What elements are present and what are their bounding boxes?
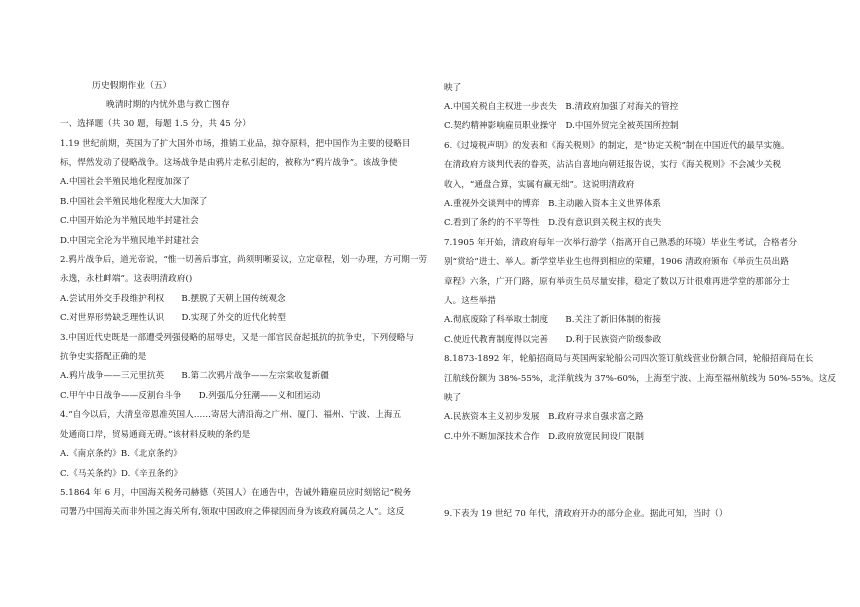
question-line: 4.“自今以后，大清皇帝恩准英国人……寄居大清沿海之广州、厦门、福州、宁波、上海五 [60,410,402,420]
question-line: 司署乃中国海关而非外国之海关所有,领取中国政府之俸禄因而身为该政府属员之人”。这反 [60,507,405,517]
option-line: C.中国开始沦为半殖民地半封建社会 [60,216,199,226]
question-line: 6.《过境税声明》的发表和《海关税则》的制定，是“协定关税”制在中国近代的最早实施。 [444,141,790,151]
option-line: C.中外不断加深技术合作 D.政府放宽民间设厂限制 [444,432,645,442]
option-line: C.看到了条约的不平等性 D.没有意识到关税主权的丧失 [444,218,662,228]
option-line: A.彻底废除了科举取士制度 B.关注了新旧体制的衔接 [444,315,661,325]
question-line: 标，悍然发动了侵略战争。这场战争是由鸦片走私引起的，被称为“鸦片战争”。该战争使 [60,158,398,168]
option-line: A.鸦片战争——三元里抗英 B.第二次鸦片战争——左宗棠收复新疆 [60,371,329,381]
question-line: 江航线份额为 38%-55%，北洋航线为 37%-60%，上海至宁波、上海至福州航线为 50%-55%。这反 [444,374,837,384]
option-line: B.中国社会半殖民地化程度大大加深了 [60,197,208,207]
option-line: C.契约精神影响雇员职业操守 D.中国外贸完全被英国所控制 [444,121,679,131]
question-line: 永逸，永杜衅端”。这表明清政府() [60,274,193,284]
option-line: A.尝试用外交手段维护利权 B.摆脱了天朝上国传统观念 [60,294,286,304]
question-line: 映了 [444,83,462,93]
question-line: 人。这些举措 [444,296,496,306]
option-line: C.《马关条约》D.《辛丑条约》 [60,469,183,479]
question-line: 2.鸦片战争后，道光帝说，“惟一切善后事宜，尚须明晰妥议，立定章程，划一办理，方可期一劳 [60,255,428,265]
option-line: C.对世界形势缺乏理性认识 D.实现了外交的近代化转型 [60,313,286,323]
question-line: 抗争史实搭配正确的是 [60,352,147,362]
question-line: 收入，“通盘合算，实属有赢无绌”。这说明清政府 [444,180,635,190]
worksheet-subtitle: 晚清时期的内忧外患与救亡图存 [106,100,230,110]
worksheet-title: 历史假期作业（五） [92,81,172,91]
question-line: 章程》六条，广开门路，原有举贡生员尽量安排，稳定了数以万计很难再进学堂的那部分士 [444,277,790,287]
option-line: A.民族资本主义初步发展 B.政府寻求自强求富之路 [444,412,644,422]
option-line: A.《南京条约》B.《北京条约》 [60,449,182,459]
option-line: A.中国关税自主权进一步丧失 B.清政府加强了对海关的管控 [444,102,679,112]
question-line: 在清政府方谈判代表的眷英，沾沾自喜地向朝廷报告说，实行《海关税则》不会减少关税 [444,160,782,170]
question-line: 别“赏给”进士、举人。新学堂毕业生也得到相应的荣耀，1906 清政府颁布《举贡生员出路 [444,257,789,267]
option-line: C.甲午中日战争——反割台斗争 D.列强瓜分狂潮——义和团运动 [60,391,321,401]
question-line: 1.19 世纪前期，英国为了扩大国外市场，推销工业品，掠夺原料，把中国作为主要的侵略目 [60,139,411,149]
question-line: 7.1905 年开始，清政府每年一次举行游学（指离开自己熟悉的环境）毕业生考试，合格者分 [444,238,797,248]
option-line: C.使近代教育制度得以完善 D.利于民族资产阶级参政 [444,335,662,345]
option-line: A.中国社会半殖民地化程度加深了 [60,177,191,187]
question-line: 8.1873-1892 年，轮船招商局与英国两家轮船公司四次签订航线营业份额合同，轮船招商局在长 [444,354,814,364]
question-line: 9.下表为 19 世纪 70 年代，清政府开办的部分企业。据此可知，当时（） [444,509,728,519]
question-line: 映了 [444,393,462,403]
question-line: 处通商口岸，贸易通商无碍。”该材料反映的条约是 [60,430,251,440]
option-line: A.重视外交谈判中的博弈 B.主动融入资本主义世界体系 [444,199,661,209]
section-heading: 一、选择题（共 30 题，每题 1.5 分，共 45 分） [60,119,251,129]
question-line: 3.中国近代史既是一部遭受列强侵略的屈辱史，又是一部官民奋起抵抗的抗争史，下列侵略与 [60,333,415,343]
option-line: D.中国完全沦为半殖民地半封建社会 [60,236,200,246]
question-line: 5.1864 年 6 月，中国海关税务司赫德（英国人）在通告中，告诫外籍雇员应时刻铭记“税务 [60,488,412,498]
